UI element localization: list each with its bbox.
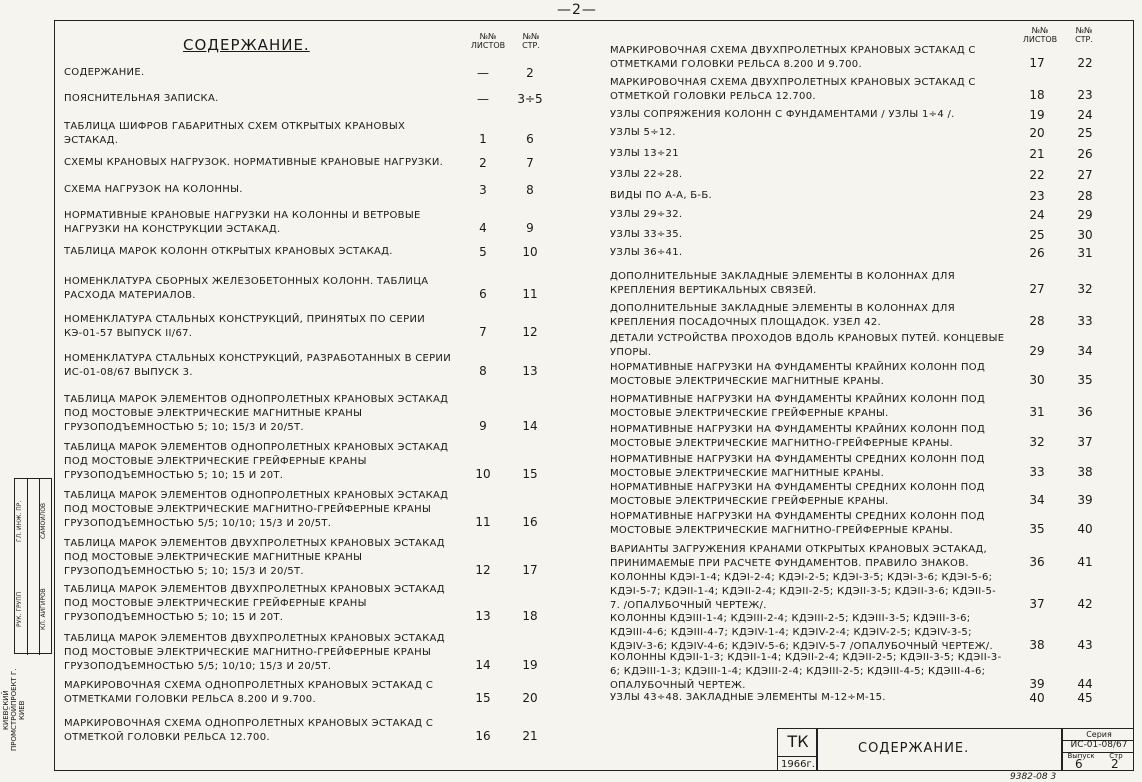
entry-title: УЗЛЫ 33÷35. [610,229,683,240]
contents-entry [64,66,454,80]
entry-title: ТАБЛИЦА ШИФРОВ ГАБАРИТНЫХ СХЕМ ОТКРЫТЫХ КРАНОВЫХ ЭСТАКАД. [64,121,406,146]
entry-sheet-number: 4 [479,221,487,235]
entry-title: ВИДЫ ПО А-А, Б-Б. [610,190,712,201]
entry-sheet-number: 20 [1029,126,1045,140]
contents-entry [610,246,1005,260]
entry-sheet-number: 10 [475,467,491,481]
entry-title: НОМЕНКЛАТУРА СТАЛЬНЫХ КОНСТРУКЦИЙ, ПРИНЯТЫХ ПО СЕРИИ КЭ-01-57 ВЫПУСК II/67. [64,314,426,339]
contents-entry [610,691,1005,705]
entry-sheet-number: 37 [1029,597,1045,611]
entry-page-number: 42 [1077,597,1093,611]
contents-entry [610,543,1005,571]
entry-page-number: 20 [522,691,538,705]
contents-entry [64,583,454,625]
entry-page-number: 43 [1077,638,1093,652]
contents-entry [64,632,454,674]
entry-page-number: 14 [522,419,538,433]
entry-sheet-number: 36 [1029,555,1045,569]
entry-title: ПОЯСНИТЕЛЬНАЯ ЗАПИСКА. [64,93,219,104]
contents-entry [64,209,454,237]
entry-title: НОРМАТИВНЫЕ КРАНОВЫЕ НАГРУЗКИ НА КОЛОННЫ И ВЕТРОВЫЕ НАГРУЗКИ НА КОНСТРУКЦИИ ЭСТАКАД. [64,210,421,235]
entry-sheet-number: 1 [479,132,487,146]
contents-entry [610,126,1005,140]
entry-title: НОРМАТИВНЫЕ НАГРУЗКИ НА ФУНДАМЕНТЫ СРЕДНИХ КОЛОНН ПОД МОСТОВЫЕ ЭЛЕКТРИЧЕСКИЕ МАГНИТНО-ГРЕЙФЕРНЫЕ КРАНЫ. [610,511,985,536]
entry-page-number: 8 [526,183,534,197]
entry-sheet-number: 11 [475,515,491,529]
entry-page-number: 27 [1077,168,1093,182]
entry-page-number: 3÷5 [517,92,543,106]
entry-page-number: 2 [526,66,534,80]
entry-sheet-number: 16 [475,729,491,743]
entry-page-number: 13 [522,364,538,378]
entry-title: УЗЛЫ СОПРЯЖЕНИЯ КОЛОНН С ФУНДАМЕНТАМИ / УЗЛЫ 1÷4 /. [610,109,955,120]
contents-entry [610,228,1005,242]
entry-title: ТАБЛИЦА МАРОК ЭЛЕМЕНТОВ ДВУХПРОЛЕТНЫХ КРАНОВЫХ ЭСТАКАД ПОД МОСТОВЫЕ ЭЛЕКТРИЧЕСКИЕ ГРЕЙФЕРНЫЕ КРАНЫ ГРУЗОПОДЪЕМНОСТЬЮ 5; 10; 15 И 20Т. [64,584,445,623]
entry-page-number: 25 [1077,126,1093,140]
entry-title: НОРМАТИВНЫЕ НАГРУЗКИ НА ФУНДАМЕНТЫ КРАЙНИХ КОЛОНН ПОД МОСТОВЫЕ ЭЛЕКТРИЧЕСКИЕ МАГНИТНЫЕ КРАНЫ. [610,362,986,387]
entry-title: МАРКИРОВОЧНАЯ СХЕМА ДВУХПРОЛЕТНЫХ КРАНОВЫХ ЭСТАКАД С ОТМЕТКОЙ ГОЛОВКИ РЕЛЬСА 12.700. [610,77,976,102]
contents-entry [610,302,1005,330]
entry-sheet-number: 31 [1029,405,1045,419]
entry-title: КОЛОННЫ КДЭI-1-4; КДЭI-2-4; КДЭI-2-5; КДЭI-3-5; КДЭI-3-6; КДЭI-5-6; КДЭI-5-7; КДЭII-1-4; КДЭII-2-4; КДЭII-2-5; КДЭII-3-5; КДЭII-3-6; КДЭII-5-7. /ОПАЛУБОЧНЫЙ ЧЕРТЕЖ/. [610,572,997,611]
entry-sheet-number: 3 [479,183,487,197]
entry-sheet-number: 7 [479,325,487,339]
contents-entry [610,612,1005,654]
entry-sheet-number: 12 [475,563,491,577]
issue-label: Выпуск [1067,752,1095,760]
contents-entry [610,510,1005,538]
side-signature-box [14,478,52,654]
entry-page-number: 9 [526,221,534,235]
contents-entry [64,537,454,579]
contents-entry [64,441,454,483]
entry-page-number: 17 [522,563,538,577]
contents-entry [610,270,1005,298]
contents-entry [610,393,1005,421]
entry-sheet-number: 34 [1029,493,1045,507]
entry-sheet-number: 8 [479,364,487,378]
entry-title: УЗЛЫ 43÷48. ЗАКЛАДНЫЕ ЭЛЕМЕНТЫ М-12÷М-15. [610,692,886,703]
entry-title: НОРМАТИВНЫЕ НАГРУЗКИ НА ФУНДАМЕНТЫ КРАЙНИХ КОЛОНН ПОД МОСТОВЫЕ ЭЛЕКТРИЧЕСКИЕ МАГНИТНО-ГРЕЙФЕРНЫЕ КРАНЫ. [610,424,986,449]
contents-entry [64,92,454,106]
entry-sheet-number: 35 [1029,522,1045,536]
entry-page-number: 6 [526,132,534,146]
entry-page-number: 22 [1077,56,1093,70]
org-code: ТК [787,732,809,751]
entry-page-number: 35 [1077,373,1093,387]
entry-title: НОРМАТИВНЫЕ НАГРУЗКИ НА ФУНДАМЕНТЫ КРАЙНИХ КОЛОНН ПОД МОСТОВЫЕ ЭЛЕКТРИЧЕСКИЕ ГРЕЙФЕРНЫЕ КРАНЫ. [610,394,986,419]
side-row-3: САМОЙЛОВ [40,502,47,540]
entry-sheet-number: 18 [1029,88,1045,102]
contents-entry [64,679,454,707]
contents-entry [64,489,454,531]
entry-title: ТАБЛИЦА МАРОК ЭЛЕМЕНТОВ ДВУХПРОЛЕТНЫХ КРАНОВЫХ ЭСТАКАД ПОД МОСТОВЫЕ ЭЛЕКТРИЧЕСКИЕ МАГНИТНЫЕ КРАНЫ ГРУЗОПОДЪЕМНОСТЬЮ 5; 10; 15/3 И 20/5Т. [64,538,445,577]
entry-page-number: 21 [522,729,538,743]
entry-sheet-number: 27 [1029,282,1045,296]
side-org-stamp: КИЕВСКИЙ ПРОМСТРОЙПРОЕКТ Г. КИЕВ [2,668,26,752]
entry-title: УЗЛЫ 5÷12. [610,127,676,138]
contents-entry [610,423,1005,451]
entry-sheet-number: 25 [1029,228,1045,242]
contents-entry [610,189,1005,203]
entry-sheet-number: 22 [1029,168,1045,182]
entry-sheet-number: 19 [1029,108,1045,122]
entry-sheet-number: 21 [1029,147,1045,161]
entry-page-number: 19 [522,658,538,672]
contents-entry [610,332,1005,360]
entry-page-number: 41 [1077,555,1093,569]
contents-entry [610,453,1005,481]
entry-page-number: 38 [1077,465,1093,479]
entry-title: НОРМАТИВНЫЕ НАГРУЗКИ НА ФУНДАМЕНТЫ СРЕДНИХ КОЛОНН ПОД МОСТОВЫЕ ЭЛЕКТРИЧЕСКИЕ МАГНИТНЫЕ КРАНЫ. [610,454,985,479]
entry-page-number: 18 [522,609,538,623]
entry-title: МАРКИРОВОЧНАЯ СХЕМА ОДНОПРОЛЕТНЫХ КРАНОВЫХ ЭСТАКАД С ОТМЕТКОЙ ГОЛОВКИ РЕЛЬСА 12.700. [64,718,434,743]
series-value: ИС-01-08/67 [1070,740,1128,750]
entry-title: ДОПОЛНИТЕЛЬНЫЕ ЗАКЛАДНЫЕ ЭЛЕМЕНТЫ В КОЛОННАХ ДЛЯ КРЕПЛЕНИЯ ВЕРТИКАЛЬНЫХ СВЯЗЕЙ. [610,271,955,296]
entry-sheet-number: 14 [475,658,491,672]
contents-entry [610,208,1005,222]
entry-sheet-number: 6 [479,287,487,301]
contents-entry [64,313,454,341]
entry-sheet-number: 30 [1029,373,1045,387]
entry-sheet-number: 29 [1029,344,1045,358]
entry-title: ТАБЛИЦА МАРОК ЭЛЕМЕНТОВ ОДНОПРОЛЕТНЫХ КРАНОВЫХ ЭСТАКАД ПОД МОСТОВЫЕ ЭЛЕКТРИЧЕСКИЕ ГРЕЙФЕРНЫЕ КРАНЫ ГРУЗОПОДЪЕМНОСТЬЮ 5; 10; 15 И 20Т. [64,442,449,481]
entry-title: ТАБЛИЦА МАРОК КОЛОНН ОТКРЫТЫХ КРАНОВЫХ ЭСТАКАД. [64,246,393,257]
entry-page-number: 44 [1077,677,1093,691]
entry-sheet-number: 33 [1029,465,1045,479]
entry-title: ТАБЛИЦА МАРОК ЭЛЕМЕНТОВ ДВУХПРОЛЕТНЫХ КРАНОВЫХ ЭСТАКАД ПОД МОСТОВЫЕ ЭЛЕКТРИЧЕСКИЕ МАГНИТНО-ГРЕЙФЕРНЫЕ КРАНЫ ГРУЗОПОДЪЕМНОСТЬЮ 5/5; 10/10; 15/3 И 20/5Т. [64,633,445,672]
entry-page-number: 31 [1077,246,1093,260]
side-row-4: КЛ. АЙГИРОВ [40,588,47,630]
entry-title: ДОПОЛНИТЕЛЬНЫЕ ЗАКЛАДНЫЕ ЭЛЕМЕНТЫ В КОЛОННАХ ДЛЯ КРЕПЛЕНИЯ ПОСАДОЧНЫХ ПЛОЩАДОК. УЗЕЛ 42. [610,303,955,328]
contents-entry [64,183,454,197]
entry-sheet-number: 39 [1029,677,1045,691]
contents-entry [610,651,1005,693]
col-header-sheets: №№ ЛИСТОВ [470,32,506,50]
entry-sheet-number: 13 [475,609,491,623]
page-number: —2— [557,2,597,18]
side-row-1: ГЛ. ИНЖ. ПР. [16,500,23,542]
entry-sheet-number: 2 [479,156,487,170]
entry-title: ТАБЛИЦА МАРОК ЭЛЕМЕНТОВ ОДНОПРОЛЕТНЫХ КРАНОВЫХ ЭСТАКАД ПОД МОСТОВЫЕ ЭЛЕКТРИЧЕСКИЕ МАГНИТНЫЕ КРАНЫ ГРУЗОПОДЪЕМНОСТЬЮ 5; 10; 15/3 И 20/5Т. [64,394,449,433]
contents-entry [64,393,454,435]
entry-page-number: 23 [1077,88,1093,102]
contents-entry [610,108,1005,122]
issue-value: 6 [1075,757,1083,771]
entry-page-number: 32 [1077,282,1093,296]
entry-title: НОМЕНКЛАТУРА СБОРНЫХ ЖЕЛЕЗОБЕТОННЫХ КОЛОНН. ТАБЛИЦА РАСХОДА МАТЕРИАЛОВ. [64,276,429,301]
col-header-pages-right: №№ СТР. [1075,26,1093,44]
title-block-series [1062,728,1134,771]
contents-entry [610,44,1005,72]
contents-entry [610,147,1005,161]
entry-page-number: 37 [1077,435,1093,449]
entry-page-number: 33 [1077,314,1093,328]
col-header-sheets-right: №№ ЛИСТОВ [1022,26,1058,44]
entry-sheet-number: 5 [479,245,487,259]
entry-title: МАРКИРОВОЧНАЯ СХЕМА ДВУХПРОЛЕТНЫХ КРАНОВЫХ ЭСТАКАД С ОТМЕТКАМИ ГОЛОВКИ РЕЛЬСА 8.200 И 9.700. [610,45,976,70]
entry-sheet-number: — [477,92,489,106]
contents-entry [610,571,1005,613]
entry-sheet-number: 9 [479,419,487,433]
entry-sheet-number: — [477,66,489,80]
entry-title: КОЛОННЫ КДЭII-1-3; КДЭII-1-4; КДЭII-2-4; КДЭII-2-5; КДЭII-3-5; КДЭII-3-6; КДЭIII-1-3; КДЭIII-1-4; КДЭIII-2-4; КДЭIII-2-5; КДЭIII-4-5; КДЭIII-4-6; ОПАЛУБОЧНЫЙ ЧЕРТЕЖ. [610,652,1002,691]
entry-title: НОМЕНКЛАТУРА СТАЛЬНЫХ КОНСТРУКЦИЙ, РАЗРАБОТАННЫХ В СЕРИИ ИС-01-08/67 ВЫПУСК 3. [64,353,451,378]
contents-entry [610,361,1005,389]
entry-page-number: 26 [1077,147,1093,161]
entry-title: ТАБЛИЦА МАРОК ЭЛЕМЕНТОВ ОДНОПРОЛЕТНЫХ КРАНОВЫХ ЭСТАКАД ПОД МОСТОВЫЕ ЭЛЕКТРИЧЕСКИЕ МАГНИТНО-ГРЕЙФЕРНЫЕ КРАНЫ ГРУЗОПОДЪЕМНОСТЬЮ 5/5; 10/10; 15/3 И 20/5Т. [64,490,449,529]
contents-entry [610,76,1005,104]
entry-page-number: 40 [1077,522,1093,536]
entry-title: СХЕМЫ КРАНОВЫХ НАГРУЗОК. НОРМАТИВНЫЕ КРАНОВЫЕ НАГРУЗКИ. [64,157,444,168]
entry-page-number: 45 [1077,691,1093,705]
contents-entry [64,352,454,380]
entry-page-number: 34 [1077,344,1093,358]
entry-sheet-number: 40 [1029,691,1045,705]
entry-sheet-number: 23 [1029,189,1045,203]
entry-page-number: 10 [522,245,538,259]
sheet-page-value: 2 [1111,757,1119,771]
entry-page-number: 11 [522,287,538,301]
page-label: Стр [1109,752,1123,760]
entry-title: СОДЕРЖАНИЕ. [64,67,145,78]
entry-title: УЗЛЫ 22÷28. [610,169,683,180]
contents-entry [64,717,454,745]
entry-title: УЗЛЫ 36÷41. [610,247,683,258]
side-row-2: РУК. ГРУПП [16,591,23,627]
entry-title: УЗЛЫ 29÷32. [610,209,683,220]
entry-page-number: 30 [1077,228,1093,242]
contents-entry [64,120,454,148]
contents-entry [64,156,454,170]
entry-sheet-number: 38 [1029,638,1045,652]
entry-title: УЗЛЫ 13÷21 [610,148,679,159]
entry-sheet-number: 32 [1029,435,1045,449]
entry-sheet-number: 24 [1029,208,1045,222]
entry-page-number: 16 [522,515,538,529]
entry-page-number: 12 [522,325,538,339]
entry-page-number: 24 [1077,108,1093,122]
entry-sheet-number: 15 [475,691,491,705]
contents-entry [64,275,454,303]
entry-title: НОРМАТИВНЫЕ НАГРУЗКИ НА ФУНДАМЕНТЫ СРЕДНИХ КОЛОНН ПОД МОСТОВЫЕ ЭЛЕКТРИЧЕСКИЕ ГРЕЙФЕРНЫЕ КРАНЫ. [610,482,985,507]
entry-page-number: 39 [1077,493,1093,507]
bottom-stamp: 9382-08 3 [1010,772,1057,782]
title-block-name [817,728,1062,771]
entry-title: МАРКИРОВОЧНАЯ СХЕМА ОДНОПРОЛЕТНЫХ КРАНОВЫХ ЭСТАКАД С ОТМЕТКАМИ ГОЛОВКИ РЕЛЬСА 8.200 И 9.700. [64,680,434,705]
contents-entry [610,481,1005,509]
doc-title: СОДЕРЖАНИЕ. [858,741,970,756]
title-block-org [777,728,817,771]
entry-title: КОЛОННЫ КДЭIII-1-4; КДЭIII-2-4; КДЭIII-2-5; КДЭIII-3-5; КДЭIII-3-6; КДЭIII-4-6; КДЭIII-4-7; КДЭIV-1-4; КДЭIV-2-4; КДЭIV-2-5; КДЭIV-3-5; КДЭIV-3-6; КДЭIV-4-6; КДЭIV-5-6; КДЭIV-5-7 /ОПАЛУБОЧНЫЙ ЧЕРТЕЖ/. [610,613,993,652]
year: 1966г. [778,756,818,770]
entry-page-number: 28 [1077,189,1093,203]
entry-title: СХЕМА НАГРУЗОК НА КОЛОННЫ. [64,184,243,195]
entry-sheet-number: 26 [1029,246,1045,260]
entry-page-number: 15 [522,467,538,481]
entry-sheet-number: 28 [1029,314,1045,328]
entry-sheet-number: 17 [1029,56,1045,70]
entry-page-number: 7 [526,156,534,170]
contents-entry [64,245,454,259]
entry-page-number: 36 [1077,405,1093,419]
contents-entry [610,168,1005,182]
entry-title: ВАРИАНТЫ ЗАГРУЖЕНИЯ КРАНАМИ ОТКРЫТЫХ КРАНОВЫХ ЭСТАКАД, ПРИНИМАЕМЫЕ ПРИ РАСЧЕТЕ ФУНДАМЕНТОВ. ПРАВИЛО ЗНАКОВ. [610,544,988,569]
entry-title: ДЕТАЛИ УСТРОЙСТВА ПРОХОДОВ ВДОЛЬ КРАНОВЫХ ПУТЕЙ. КОНЦЕВЫЕ УПОРЫ. [610,333,1005,358]
col-header-pages: №№ СТР. [522,32,540,50]
series-label: Серия [1086,730,1112,739]
entry-page-number: 29 [1077,208,1093,222]
page-title: СОДЕРЖАНИЕ. [183,36,310,54]
